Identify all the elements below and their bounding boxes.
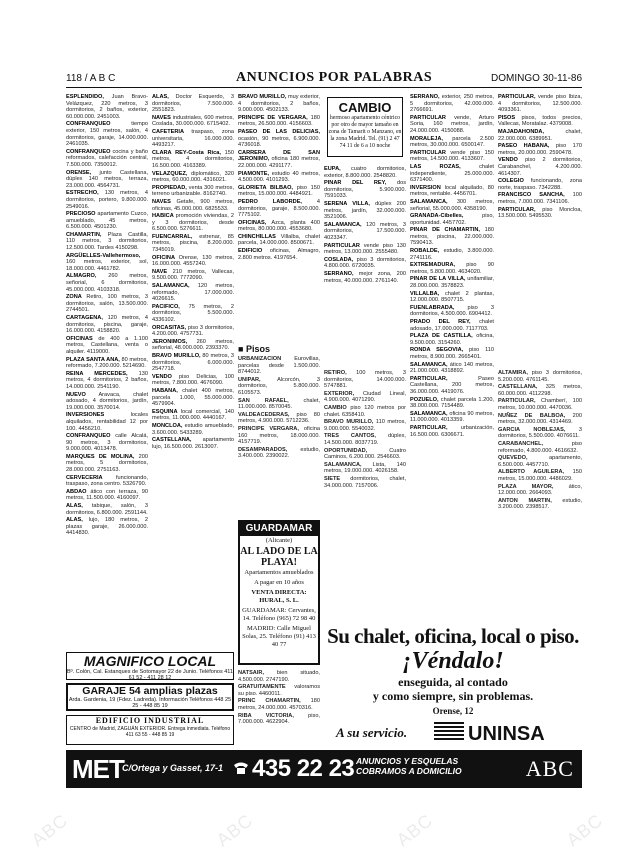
classified-ad: SALAMANCA, 120 metros, 3 dormitorios, 17.500.000. 4023347. (324, 221, 406, 241)
page-date: DOMINGO 30-11-86 (491, 73, 582, 84)
classified-ad: NUÑEZ DE BALBOA, 200 metros, 32.000.000. 4314469. (498, 412, 582, 426)
phone-number: 435 22 23 (252, 755, 355, 782)
classified-ad: PARTICULAR vende piso 150 metros, 14.500.000. 4133607. (410, 149, 494, 163)
classified-ad: GLORIETA BILBAO, piso 150 metros, 15.000.000. 4484921. (238, 184, 320, 198)
classified-ad: RETIRO, 100 metros, 3 dormitorios, 14.000.000. 5747881. (324, 370, 406, 390)
classified-ad: BRAVO MURILLO, 80 metros, 3 dormitorios, 6.000.000. 2547718. (152, 352, 234, 373)
classified-ad: ALAS, Doctor Esquerdo, 3 dormitorios, 7.500.000. 2551823. (152, 94, 234, 114)
classified-ad: EXTERIOR, Ciudad Lineal, 4.900.000. 4071290. (324, 390, 406, 404)
classified-ad: PARTICULAR, Chamberí, 100 metros, 10.000.000. 4470036. (498, 398, 582, 411)
classified-ad: PRINCIPE DE VERGARA, 180 metros, 26.500.000. 4156603. (238, 114, 320, 128)
classified-ad: POZUELO, chalet parcela 1.200, 38.000.000. 7154489. (410, 396, 494, 410)
classified-ad: ESPLENDIDO, Juan Bravo-Velázquez, 220 metros, 3 dormitorios, 2 baños, exterior, 60.000.000. 2451003. (66, 94, 148, 120)
classified-ad: COSLADA, piso 3 dormitorios, 4.800.000. 6720035. (324, 256, 406, 270)
classified-ad: BRAVO MURILLO, 110 metros, 9.000.000. 5540032. (324, 419, 406, 432)
classified-ad: PINAR DEL REY, dos dormitorios, 5.900.000. 7591033. (324, 180, 406, 200)
classified-ad: JERONIMOS, 260 metros, señorial, 48.000.000. 2393370. (152, 338, 234, 352)
classified-ad: SAN RAFAEL, chalet, 11.000.000. 8570045. (238, 397, 320, 411)
classified-ad: ESQUINA local comercial, 140 metros, 11.000.000. 4440167. (152, 408, 234, 422)
classified-ad: PRADO DEL REY, chalet adosado, 17.000.000. 7117703. (410, 319, 494, 332)
classified-ad: URBANIZACION Eurovillas, parcelas desde 1.500.000. 8744012. (238, 356, 320, 376)
magnifico-title: MAGNIFICO LOCAL (83, 653, 217, 669)
garaje-ad (66, 683, 234, 711)
watermark: ABC (212, 809, 257, 851)
guardamar-line2: A pagar en 10 años (254, 579, 304, 586)
classified-ad: NUEVO Aravaca, chalet adosado, 4 dormitorios, jardín, 19.000.000. 3570014. (66, 391, 148, 411)
classified-ad: SALAMANCA, oficina 90 metros, 11.000.000. 4013359. (410, 410, 494, 424)
classified-ad: SALAMANCA, Lista, 140 metros, 19.000.000. 4026158. (324, 461, 406, 475)
guardamar-line4: GUARDAMAR: Cervantes, 14. Teléfono (965) 72 98 40 (242, 607, 316, 622)
classified-ad: SALAMANCA, 300 metros, señorial, 55.000.000. 4358190. (410, 198, 494, 212)
classified-ad: TRES CANTOS, dúplex, 14.500.000. 8037719. (324, 433, 406, 446)
classified-ad: ALMAGRO, 260 metros, señorial, 6 dormitorios, 45.000.000. 4103318. (66, 273, 148, 293)
classified-ad: SERRANO, exterior, 250 metros, 5 dormitorios, 42.000.000. 2766691. (410, 94, 494, 114)
classified-ad: PRECIOSO apartamento Cuzco, amueblado, 45 metros, 6.500.000. 4501230. (66, 211, 148, 231)
page-number: 118 / A B C (66, 73, 116, 84)
classified-ad: PARTICULAR vende piso 130 metros, 13.000.000. 2555480. (324, 242, 406, 256)
classified-ad: CONFRANQUEO tiempo exterior, 150 metros, salón, 4 dormitorios, garaje, 14.000.000. 2461035. (66, 121, 148, 148)
classified-ad: BRAVO MURILLO, muy exterior, 4 dormitorios, 2 baños, 9.000.000. 4502133. (238, 94, 320, 114)
classified-ad: FRANCISCO SANCHA, 100 metros, 7.000.000. 7341106. (498, 192, 582, 205)
classified-ad: ARGÜELLES-Vallehermoso, 160 metros, exterior, sol, 18.000.000. 4461782. (66, 252, 148, 272)
classified-ad: ALAS, tabique, salón, 3 dormitorios, 6.800.000. 2591144. (66, 503, 148, 516)
classified-ad: ANTON MARTIN, estudio, 3.200.000. 2398517. (498, 497, 582, 511)
classified-ad: PRINCIPE VERGARA, oficina 160 metros, 18.000.000. 4157719. (238, 425, 320, 446)
classified-ad: PRINC CHAMARTIN, 180 metros, 24.000.000. 4570316. (238, 698, 320, 711)
guardamar-subtitle: (Alicante) (265, 537, 293, 544)
cambio-ad (327, 97, 403, 157)
edificio-industrial-ad (66, 715, 234, 745)
classified-ad: NAVES Getafe, 900 metros, oficinas, 45.000.000. 6825533. (152, 198, 234, 212)
classified-ad: MONCLOA, estudio amueblado, 3.600.000. 5433289. (152, 422, 234, 436)
classified-ad: ROBALDE, estudio, 3.800.000. 2741116. (410, 248, 494, 261)
ads-column-4-more (324, 370, 406, 620)
page-header (66, 70, 582, 88)
classified-ad: PASEO HABANA, piso 170 metros, 20.000.000. 2590478. (498, 143, 582, 156)
ads-column-6 (498, 94, 582, 364)
classified-ad: NAVE 210 metros, Vallecas, 9.500.000. 7772090. (152, 268, 234, 282)
classified-ad: PARTICULAR, Paseo Castellana, 200 metros, 36.000.000. 4419076. (410, 375, 494, 395)
classified-ad: PARTICULAR vende, Arturo Soria, 160 metros, jardín, 24.000.000. 4150088. (410, 114, 494, 134)
classified-ad: PLAZA DE CASTILLA, oficina, 9.500.000. 3154260. (410, 333, 494, 346)
classified-ad: OPORTUNIDAD, Cuatro Caminos, 6.200.000. 2546603. (324, 447, 406, 461)
uninsa-line4: y como siempre, sin problemas. (372, 689, 534, 703)
classified-ad: CARABANCHEL, piso reformado, 4.800.000. 4616632. (498, 440, 582, 454)
classified-ad: RIBA VICTORIA, piso, 7.000.000. 4622904. (238, 712, 320, 726)
met-address: C/Ortega y Gasset, 17-1 (122, 763, 224, 773)
classified-ad: HABANA, chalet 400 metros, parcela 1.000, 55.000.000. 4579904. (152, 387, 234, 408)
classified-ad: SALAMANCA, ático 140 metros, 21.000.000. 4318892. (410, 361, 494, 375)
classified-ad: CLARA REY-Costa Rica, 150 metros, 4 dormitorios, 16.500.000. 4163389. (152, 149, 234, 169)
anuncios-text: ANUNCIOS Y ESQUELAS COBRAMOS A DOMICILIO (356, 756, 462, 776)
ads-column-2 (152, 94, 234, 649)
garaje-title: GARAJE 54 amplias plazas (82, 685, 218, 697)
classified-ad: SERENA VILLA, dúplex 200 metros, jardín, 32.000.000. 3521006. (324, 200, 406, 221)
classified-ad: PEDRO LABORDE, 4 dormitorios, garaje, 8.500.000. 7775102. (238, 198, 320, 219)
watermark: ABC (392, 809, 437, 851)
classified-ad: ALTAMIRA, piso 3 dormitorios, 5.200.000. 4761145. (498, 370, 582, 383)
classified-ad: UNIPAR, Alcorcón, 3 dormitorios, 5.800.000. 6105573. (238, 376, 320, 396)
classified-ad: CASTELLANA, apartamento lujo, 16.500.000. 2613007. (152, 437, 234, 450)
ads-column-1 (66, 94, 148, 649)
classified-ad: NATSAIR, bien situado, 4.500.000. 2747190. (238, 670, 320, 683)
uninsa-vendalo: ¡Véndalo! (402, 648, 504, 674)
classified-ad: PINAR DE CHAMARTIN, 180 metros, piscina, 22.000.000. 7590413. (410, 227, 494, 247)
classified-ad: OFICINAS, Azca, planta 400 metros, 80.000.000. 4553680. (238, 219, 320, 233)
edificio-text: CENTRO de Madrid, ZAGUÁN EXTERIOR. Entrega inmediata. Teléfono 411 63 55 - 448 85 19 (69, 726, 231, 738)
guardamar-headline: AL LADO DE LA PLAYA! (240, 546, 318, 568)
met-logo: MET (72, 754, 124, 784)
classified-ad: INVERSION local alquilado, 80 metros, rentable. 4456701. (410, 184, 494, 198)
uninsa-logo (434, 719, 574, 745)
classified-ad: LAS ROZAS, chalet independiente, 25.000.000. 6371400. (410, 163, 494, 184)
classified-ad: CASTELLANA, 325 metros, 60.000.000. 4112298. (498, 384, 582, 397)
classified-ad: GRANADA-Cibelles, piso, oportunidad. 4457702. (410, 213, 494, 226)
classified-ad: CHINCHILLAS Villalba, chalet parcela, 14.000.000. 8500671. (238, 233, 320, 247)
classified-ad: PARTICULAR, vende piso Ibiza, 4 dormitorios, 12.500.000. 4093361. (498, 94, 582, 114)
classified-ad: FUENCARRAL, estrenar, 85 metros, piscina, 8.200.000. 7345019. (152, 233, 234, 254)
classified-ad: CONFRANQUEO cocina y baño reformados, calefacción central, 7.500.000. 7350012. (66, 148, 148, 168)
abc-logo: ABC (525, 756, 574, 781)
classified-ad: CAMBIO piso 120 metros por chalet. 6358410. (324, 404, 406, 418)
uninsa-line3: enseguida, al contado (398, 675, 508, 689)
classified-ad: RONDA SEGOVIA, piso 110 metros, 8.900.000. 2665401. (410, 347, 494, 360)
classified-ad: CARRERA DE SAN JERONIMO, oficina 180 metros, 22.000.000. 4291177. (238, 149, 320, 169)
classified-ad: MAJADAHONDA, chalet, 22.000.000. 6389951. (498, 128, 582, 142)
classified-ad: PLAZA SANTA ANA, 80 metros, reformado, 7.200.000. 5214690. (66, 356, 148, 370)
classified-ad: OFICINAS de 400 a 1.100 metros, Castellana, venta o alquiler. 4119000. (66, 335, 148, 355)
classified-ad: EXTREMADURA, piso 90 metros, 5.800.000. 4634020. (410, 262, 494, 275)
classified-ad: SIETE dormitorios, chalet, 34.000.000. 7157006. (324, 475, 406, 489)
classified-ad: VENDO piso Delicias, 100 metros, 7.800.000. 4676090. (152, 373, 234, 387)
classified-ad: PISOS pisos, todos precios, Vallecas, Moratalaz. 4379008. (498, 114, 582, 128)
classified-ad: VILLALBA, chalet 2 plantas, 12.000.000. 8507715. (410, 290, 494, 304)
ads-column-6-more (498, 370, 582, 620)
classified-ad: ZONA Retiro, 100 metros, 3 dormitorios, salón, 13.500.000. 2744501. (66, 294, 148, 314)
uninsa-servicio: A su servicio. (336, 725, 408, 740)
classified-ad: VELAZQUEZ, diplomático, 320 metros, 60.000.000. 4316021. (152, 170, 234, 184)
pisos-section (238, 342, 320, 518)
uninsa-address: Orense, 12 (432, 706, 474, 716)
guardamar-line3: VENTA DIRECTA: HURAL, S. L. (251, 589, 307, 604)
pisos-list (238, 356, 320, 460)
classified-ad: INVERSIONES locales alquilados, rentabilidad 12 por 100. 4456210. (66, 412, 148, 432)
guardamar-line5: MADRID: Calle Miguel Solas, 25. Teléfono (91) 413 40 77 (242, 625, 316, 648)
classified-ad: CHAMARTIN, Plaza Castilla, 110 metros, 3 dormitorios, 12.500.000. Tardes 4150298. (66, 231, 148, 252)
classified-ad: ALAS, lujo, 180 metros, 2 plazas garaje, 26.000.000. 4414830. (66, 517, 148, 537)
classified-ad: MORALEJA, parcela 2.500 metros, 30.000.000. 6500147. (410, 135, 494, 149)
classified-ad: PLAZA MAYOR, ático, 12.000.000. 2664093. (498, 483, 582, 497)
classified-ad: NAVES industriales, 600 metros, Coslada, 30.000.000. 6715402. (152, 114, 234, 128)
cambio-text: hermoso apartamento céntrico por otro de mayor tamaño en zona de Tamarit o Manzano, en la zona Madrid. Tel. (91) 2 47 74 11 de 6 a 10 noche (328, 115, 402, 149)
watermark: ABC (27, 809, 72, 851)
classified-ad: ESTRECHO, 130 metros, 4 dormitorios, portero, 9.800.000. 2549016. (66, 190, 148, 210)
telephone-icon (232, 760, 250, 776)
classified-ad: CONFRANQUEO calle Alcalá, 90 metros, 3 dormitorios, 9.000.000. 4013478. (66, 433, 148, 453)
newspaper-page (66, 70, 582, 800)
ads-column-5 (410, 94, 494, 634)
classified-ad: CAFETERIA traspaso, zona universitaria, 16.000.000. 4493217. (152, 128, 234, 149)
ads-column-3-bottom (238, 670, 320, 745)
classified-ad: VALDEACEDERAS, piso 80 metros, 4.900.000. 5712236. (238, 411, 320, 425)
uninsa-ad (324, 624, 582, 746)
classified-ad: EUPA, cuatro dormitorios, exterior, 8.800.000. 2548820. (324, 166, 406, 179)
classified-ad: PROPIEDAD, venta 300 metros, terreno urbanizable. 8162740. (152, 184, 234, 198)
watermark: ABC (562, 809, 607, 851)
guardamar-line1: Apartamentos amueblados (244, 569, 314, 576)
classified-ad: ABDAO ático con terraza, 90 metros, 11.500.000. 4160097. (66, 488, 148, 502)
cambio-title: CAMBIO (338, 100, 392, 115)
classified-ad: DESAMPARADOS, estudio, 3.400.000. 2390022. (238, 446, 320, 460)
classified-ad: PASEO DE LAS DELICIAS, ocasión, 90 metros, 6.900.000. 4736018. (238, 128, 320, 149)
uninsa-logo-text: UNINSA (468, 723, 545, 745)
classified-ad: PACIFICO, 75 metros, 2 dormitorios, 5.500.000. 4336102. (152, 303, 234, 323)
classified-ad: SALAMANCA, 120 metros, reformado, 17.000.000. 4026615. (152, 283, 234, 303)
classified-ad: FUENLABRADA, piso 3 dormitorios, 4.500.000. 6904412. (410, 304, 494, 318)
classified-ad: SERRANO, mejor zona, 200 metros, 40.000.000. 2761140. (324, 270, 406, 284)
classified-ad: REINA MERCEDES, 130 metros, 4 dormitorios, 2 baños, 14.000.000. 2541190. (66, 370, 148, 390)
section-heading-pisos: ■ Pisos (238, 344, 270, 354)
ads-column-3 (238, 94, 320, 349)
magnifico-local-ad (66, 652, 234, 680)
uninsa-headline: Su chalet, oficina, local o piso. (327, 624, 579, 648)
classified-ad: PINAR DE LA VILLA, unifamiliar, 28.000.000. 3578823. (410, 276, 494, 290)
page-title: ANUNCIOS POR PALABRAS (236, 70, 433, 85)
classified-ad: ALBERTO AGUILERA, 150 metros, 15.000.000. 4486029. (498, 469, 582, 482)
classified-ad: ORENSE, junto Castellana, dúplex 140 metros, terraza, 23.000.000. 4564731. (66, 169, 148, 189)
garaje-text: Arda. Gardenia, 19 (Fdez. Ladreda). Información Teléfonos 448 25 25 - 448 85 19 (68, 697, 232, 709)
classified-ad: MARQUES DE MOLINA, 200 metros, 5 dormitorios, 28.000.000. 2751163. (66, 453, 148, 474)
edificio-title: EDIFICIO INDUSTRIAL (95, 716, 205, 725)
classified-ad: PARTICULAR, urbanización, 16.500.000. 6306671. (410, 424, 494, 438)
classified-ad: GARCIA NOBLEJAS, 3 dormitorios, 5.500.000. 4076611. (498, 426, 582, 440)
classified-ad: GRATUITAMENTE valoramos su piso. 4460011. (238, 684, 320, 697)
classified-ad: COLEGIO funcionando, zona norte, traspaso. 7342288. (498, 178, 582, 191)
classified-ad: EDIFICIO oficinas, Almagro, 2.800 metros. 4197654. (238, 248, 320, 261)
classified-ad: QUEVEDO, apartamento, 6.500.000. 4457710. (498, 455, 582, 468)
footer-banner (66, 750, 582, 788)
classified-ad: ORCASITAS, piso 3 dormitorios, 4.200.000. 4757731. (152, 324, 234, 338)
classified-ad: PARTICULAR, piso Moncloa, 13.500.000. 5495530. (498, 206, 582, 220)
guardamar-ad (238, 520, 320, 665)
guardamar-title: GUARDAMAR (240, 522, 318, 536)
classified-ad: HABICA promoción viviendas, 2 y 3 dormitorios, desde 6.500.000. 5276611. (152, 213, 234, 233)
classified-ad: CARTAGENA, 120 metros, 4 dormitorios, piscina, garaje, 16.000.000. 4158820. (66, 315, 148, 335)
classified-ad: PIAMONTE, estudio 40 metros, 4.500.000. 4101293. (238, 170, 320, 184)
classified-ad: VENDO piso 2 dormitorios, Carabanchel, 4.200.000. 4614307. (498, 157, 582, 177)
classified-ad: OFICINA Orense, 130 metros, 16.000.000. 4557240. (152, 254, 234, 268)
classified-ad: CERVECERIA funcionando, traspaso, zona centro. 5326790. (66, 474, 148, 488)
magnifico-text: Bº. Colón, Cal. Estanques de Sotomayor 22 de Junio. Teléfonos 411 61 52 - 411 28 12 (67, 669, 233, 681)
ads-column-4 (324, 166, 406, 366)
